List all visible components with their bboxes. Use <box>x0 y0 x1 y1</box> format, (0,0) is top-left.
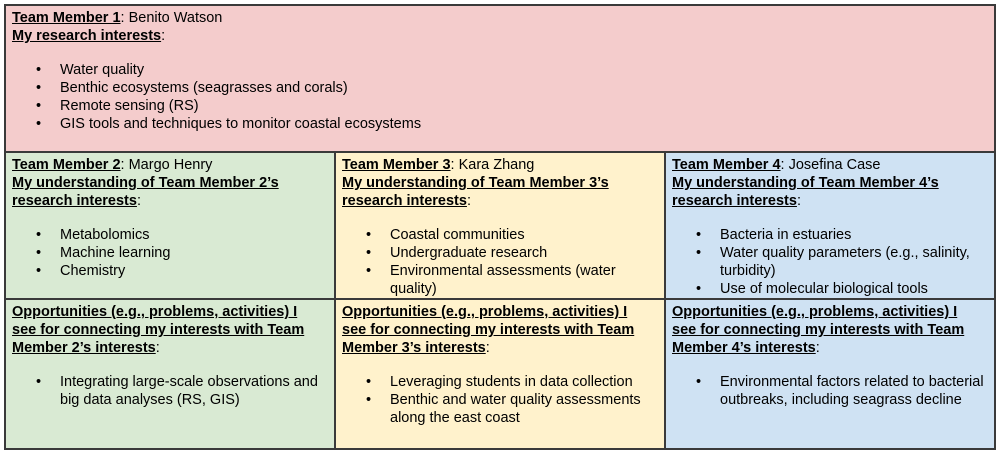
list-item-text: Environmental factors related to bacterial outbreaks, including seagrass decline <box>720 374 984 408</box>
member3-opportunities-heading: Opportunities (e.g., problems, activities) I <box>342 304 628 320</box>
member1-cell <box>5 5 995 152</box>
member3-opportunities-heading-line2: see for connecting my interests with Team <box>342 322 635 338</box>
list-item <box>36 244 328 262</box>
list-item <box>696 373 988 409</box>
bullet-icon: • <box>36 62 42 78</box>
bullet-icon: • <box>36 245 42 261</box>
member1-title-line <box>12 9 988 27</box>
member3-label-colon: : <box>450 157 459 173</box>
member4-opportunities-colon: : <box>815 340 820 356</box>
member2-opportunities-heading-line3 <box>12 339 328 357</box>
member3-understanding-heading: My understanding of Team Member 3’s <box>342 175 609 191</box>
member4-understanding-heading: My understanding of Team Member 4’s <box>672 175 939 191</box>
member1-label-colon: : <box>120 10 129 26</box>
member4-label: Team Member 4 <box>672 157 781 173</box>
member3-understanding-cell <box>335 152 665 299</box>
member4-opportunities-list <box>672 373 988 409</box>
member2-label: Team Member 2 <box>12 157 121 173</box>
member2-opportunities-list <box>12 373 328 409</box>
team-interests-table <box>4 4 996 450</box>
member4-opportunities-heading: Opportunities (e.g., problems, activities) I <box>672 304 958 320</box>
list-item-text: Chemistry <box>60 263 126 279</box>
list-item <box>696 280 988 298</box>
member4-understanding-heading-line2 <box>672 192 988 210</box>
bullet-icon: • <box>696 281 702 297</box>
list-item-text: Use of molecular biological tools <box>720 281 928 297</box>
member3-understanding-list <box>342 226 658 298</box>
member1-interest-list <box>12 61 988 133</box>
list-item <box>36 97 988 115</box>
bullet-icon: • <box>366 374 372 390</box>
member4-opportunities-heading-line2: see for connecting my interests with Team <box>672 322 965 338</box>
list-item-text: Remote sensing (RS) <box>60 98 199 114</box>
bullet-icon: • <box>366 227 372 243</box>
bullet-icon: • <box>366 245 372 261</box>
member2-opportunities-heading: Opportunities (e.g., problems, activities) I <box>12 304 298 320</box>
member1-heading-line <box>12 27 988 45</box>
list-item <box>366 244 658 262</box>
member2-understanding-cell <box>5 152 335 299</box>
member1-label: Team Member 1 <box>12 10 121 26</box>
bullet-icon: • <box>36 374 42 390</box>
list-item <box>366 226 658 244</box>
member1-heading-colon: : <box>161 28 166 44</box>
member3-label: Team Member 3 <box>342 157 451 173</box>
member3-understanding-heading-tail: research interests <box>342 193 467 209</box>
bullet-icon: • <box>36 98 42 114</box>
list-item-text: Bacteria in estuaries <box>720 227 852 243</box>
list-item <box>36 79 988 97</box>
member4-title-line <box>672 156 988 174</box>
member2-understanding-heading-tail: research interests <box>12 193 137 209</box>
list-item-text: Coastal communities <box>390 227 525 243</box>
list-item-text: Environmental assessments (water quality) <box>390 263 616 297</box>
list-item <box>366 262 658 298</box>
member4-understanding-cell <box>665 152 995 299</box>
member3-opportunities-list <box>342 373 658 427</box>
member1-heading: My research interests <box>12 28 162 44</box>
bullet-icon: • <box>36 263 42 279</box>
list-item-text: Leveraging students in data collection <box>390 374 633 390</box>
member3-understanding-colon: : <box>466 193 471 209</box>
list-item <box>36 115 988 133</box>
member4-understanding-list <box>672 226 988 298</box>
member2-opportunities-heading-tail: Member 2’s interests <box>12 340 156 356</box>
member3-opportunities-heading-line3 <box>342 339 658 357</box>
member2-understanding-heading: My understanding of Team Member 2’s <box>12 175 279 191</box>
list-item-text: Water quality parameters (e.g., salinity, turbidity) <box>720 245 970 279</box>
member1-name: Benito Watson <box>128 10 223 26</box>
bullet-icon: • <box>366 392 372 408</box>
list-item <box>366 373 658 391</box>
list-item <box>696 244 988 280</box>
list-item-text: Machine learning <box>60 245 171 261</box>
bullet-icon: • <box>696 374 702 390</box>
member3-opportunities-heading-tail: Member 3’s interests <box>342 340 486 356</box>
member4-opportunities-cell <box>665 299 995 449</box>
member3-opportunities-cell <box>335 299 665 449</box>
list-item <box>36 262 328 280</box>
member3-understanding-heading-line2 <box>342 192 658 210</box>
member4-understanding-colon: : <box>796 193 801 209</box>
list-item <box>36 373 328 409</box>
list-item <box>36 61 988 79</box>
list-item <box>36 226 328 244</box>
member2-understanding-heading-line2 <box>12 192 328 210</box>
member2-opportunities-cell <box>5 299 335 449</box>
member2-title-line <box>12 156 328 174</box>
member2-opportunities-heading-line2: see for connecting my interests with Team <box>12 322 305 338</box>
member2-opportunities-colon: : <box>155 340 160 356</box>
member4-opportunities-heading-tail: Member 4’s interests <box>672 340 816 356</box>
list-item-text: GIS tools and techniques to monitor coastal ecosystems <box>60 116 422 132</box>
member4-name: Josefina Case <box>788 157 881 173</box>
bullet-icon: • <box>36 116 42 132</box>
member4-label-colon: : <box>780 157 789 173</box>
list-item-text: Integrating large-scale observations and big data analyses (RS, GIS) <box>60 374 318 408</box>
member2-name: Margo Henry <box>128 157 213 173</box>
list-item-text: Water quality <box>60 62 145 78</box>
member2-understanding-colon: : <box>136 193 141 209</box>
member2-understanding-list <box>12 226 328 280</box>
member3-opportunities-colon: : <box>485 340 490 356</box>
member4-opportunities-heading-line3 <box>672 339 988 357</box>
list-item-text: Benthic and water quality assessments along the east coast <box>390 392 641 426</box>
member3-name: Kara Zhang <box>458 157 535 173</box>
list-item <box>366 391 658 427</box>
member4-understanding-heading-tail: research interests <box>672 193 797 209</box>
list-item <box>696 226 988 244</box>
member3-title-line <box>342 156 658 174</box>
list-item-text: Undergraduate research <box>390 245 548 261</box>
bullet-icon: • <box>696 227 702 243</box>
bullet-icon: • <box>366 263 372 279</box>
list-item-text: Benthic ecosystems (seagrasses and corals) <box>60 80 348 96</box>
member2-label-colon: : <box>120 157 129 173</box>
list-item-text: Metabolomics <box>60 227 150 243</box>
bullet-icon: • <box>36 227 42 243</box>
bullet-icon: • <box>36 80 42 96</box>
bullet-icon: • <box>696 245 702 261</box>
